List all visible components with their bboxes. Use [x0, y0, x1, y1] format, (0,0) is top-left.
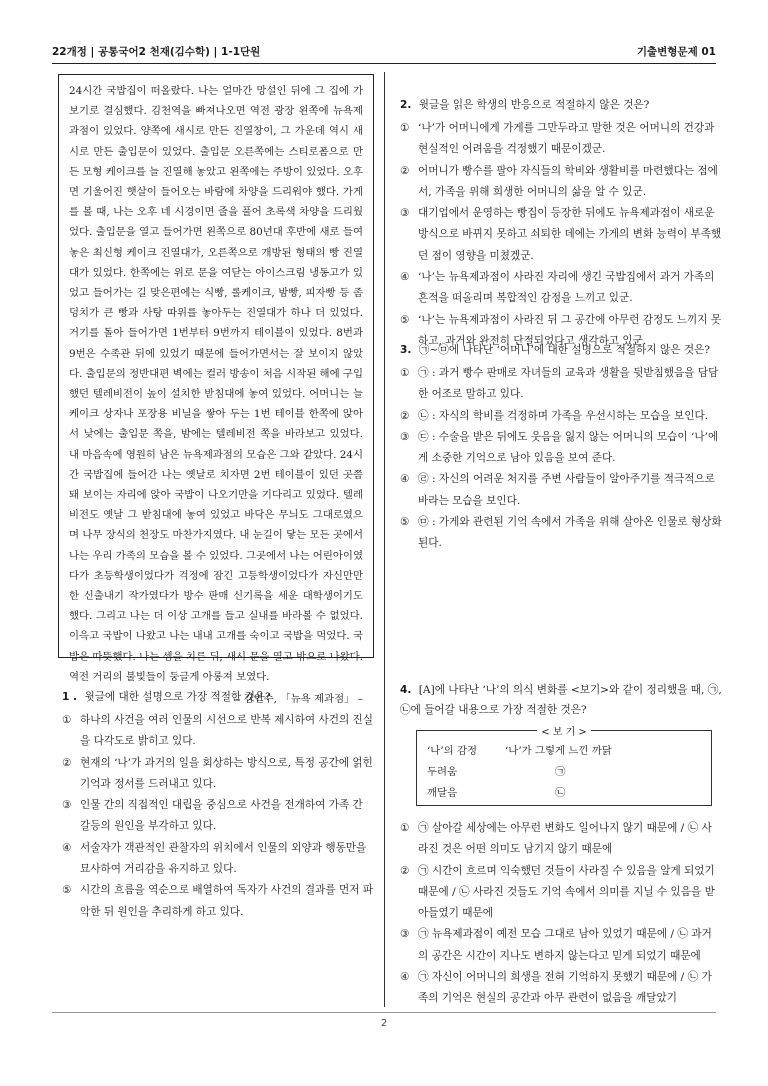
choice-number: ②	[400, 864, 410, 877]
choice-text: 과거의 공간은 시간이 지나도 변하지 않는다고 믿게 되었기 때문에	[418, 928, 712, 962]
choice-text: 사라진 것은 어떤 의미도 남기지 않기 때문에	[418, 822, 712, 856]
header-rule	[52, 63, 716, 64]
footer-rule	[52, 1012, 716, 1013]
choice-mark: ㉡	[459, 885, 470, 898]
choice-text: 시간의 흐름을 역순으로 배열하여 독자가 사건의 결과를 먼저 파악한 뒤 원인을 추리하게 하고 있다.	[80, 884, 374, 918]
header-course-info: 22개정 | 공통국어2 천재(김수학) | 1-1단원	[52, 46, 261, 58]
choice-number: ④	[62, 841, 72, 854]
choice-number: ②	[400, 409, 410, 422]
question-4	[400, 680, 722, 1010]
bogi-row	[427, 783, 701, 804]
choice-mark: ㉠	[418, 822, 429, 834]
bogi-header-row	[427, 741, 701, 762]
choice-text: 인물 간의 직접적인 대립을 중심으로 사건을 전개하여 가족 간 갈등의 원인을 부각하고 있다.	[80, 799, 363, 833]
choice-text: 사라진 것들도 기억 속에서 의미를 지닐 수 있음을 받아들였기 때문에	[418, 885, 715, 920]
bogi-feeling: 깨달음	[427, 787, 458, 799]
passage-text: 24시간 국밥집이 떠올랐다. 나는 얼마간 망설인 뒤에 그 집에 가보기로 결심했다. 김천역을 빠져나오면 역전 광장 왼쪽에 뉴욕제과점이 있었다. 양쪽에 새시로 만든 진열창이, 그 가운데 역시 새시로 만든 출입문이 있었다. 출입문 오른쪽에는 스티로폼으로 만든 모형 케이크를 늘 진열해 놓았고 왼쪽에는 주방이 있었다. 오후면 기울어진 햇살이 들어오는 바람에 차양을 드리워야 했다. 가게를 볼 때, 나는 오후 네 시경이면 줄을 풀어 초록색 차양을 드리웠었다. 출입문을 열고 들어가면 왼쪽으로 80년대 후반에 새로 들여놓은 최신형 케이크 진열대가, 오른쪽으로 개방된 형태의 빵 진열대가 있었다. 한쪽에는 위로 문을 여닫는 아이스크림 냉동고가 있었고 들어가는 길 맞은편에는 식빵, 롤케이크, 밤빵, 피자빵 등 좀 덩치가 큰 빵과 사탕 따위를 놓아두는 진열대가 하나 더 있었다. 거기를 돌아 들어가면 1번부터 9번까지 테이블이 있었다. 8번과 9번은 수족관 뒤에 있었기 때문에 들어가면서는 잘 보이지 않았다. 출입문의 정반대편 벽에는 컬러 방송이 처음 시작된 해에 구입했던 텔레비전이 높이 설치한 받침대에 놓여 있었다. 어머니는 늘 케이크 상자나 포장용 비닐을 쌓아 두는 1번 테이블 한쪽에 앉아서 낮에는 출입문 쪽을, 밤에는 텔레비전 쪽을 바라보고 있었다. 내 마음속에 영원히 남은 뉴욕제과점의 모습은 그와 같았다. 24시간 국밥집에 들어간 나는 옛날로 치자면 2번 테이블이 있던 곳쯤 돼 보이는 자리에 앉아 국밥이 나오기만을 기다리고 있었다. 텔레비전도 옛날 그 받침대에 놓여 있었고 바닥은 무늬도 그대로였으며 나무 장식의 천장도 마찬가지였다. 내 눈길이 닿는 모든 곳에서 나는 우리 가족의 모습을 볼 수 있었다. 그곳에서 나는 어린아이였다가 초등학생이었다가 걱정에 잠긴 고등학생이었다가 자신만만한 신출내기 작가였다가 방수 판매 신기록을 세운 대학생이기도 했다. 그리고 나는 더 이상 고개를 들고 실내를 바라볼 수 없었다. 이윽고 국밥이 나왔고 나는 내내 고개를 숙이고 국밥을 먹었다. 국밥은 따뜻했다. 나는 셈을 치른 뒤, 새시 문을 열고 밖으로 나왔다. 역전 거리의 불빛들이 둥글게 아롱져 보였다.	[69, 85, 363, 683]
bogi-title: < 보 기 >	[417, 723, 711, 738]
choice-text: 어머니가 빵수를 팔아 자식들의 학비와 생활비를 마련했다는 점에서, 가족을 위해 희생한 어머니의 삶을 알 수 있군.	[418, 164, 718, 198]
choice-1[interactable]	[400, 363, 722, 406]
choice-2[interactable]	[400, 406, 722, 427]
choice-number: ①	[62, 714, 72, 726]
bogi-col2-header: ‘나’가 그렇게 느낀 까닭	[505, 745, 612, 757]
choice-mark: ㉡	[687, 971, 699, 984]
choice-text: 뉴욕제과점이 예전 모습 그대로 남아 있었기 때문에 /	[431, 928, 675, 941]
question-1	[62, 688, 374, 923]
choice-mark: ㉡	[687, 822, 699, 834]
choice-number: ①	[400, 122, 410, 134]
choice-number: ⑤	[400, 516, 410, 529]
choice-mark: ㉡	[677, 928, 688, 941]
bogi-blank-mark: ㉠	[555, 766, 566, 778]
bogi-feeling: 두려움	[427, 766, 458, 778]
choice-4[interactable]	[400, 469, 722, 512]
choice-mark: ㉤	[418, 516, 429, 529]
question-number: 3.	[400, 344, 412, 356]
choice-number: ③	[62, 799, 72, 812]
page-header	[52, 44, 716, 62]
choice-3[interactable]	[400, 427, 722, 470]
passage-source: – 김연수, 「뉴욕 제과점」 –	[235, 693, 363, 706]
choice-number: ③	[400, 928, 410, 941]
choice-number: ①	[400, 822, 410, 834]
choice-4[interactable]	[400, 267, 722, 310]
choice-text: 살아갈 세상에는 아무런 변화도 일어나지 않기 때문에 /	[431, 822, 685, 834]
column-divider	[384, 72, 385, 1007]
choice-1[interactable]	[400, 118, 722, 161]
bogi-box	[416, 727, 712, 806]
choice-5[interactable]	[62, 880, 374, 923]
question-stem	[400, 341, 722, 359]
bogi-col1-header: ‘나’의 감정	[427, 745, 478, 757]
choice-1[interactable]	[62, 710, 374, 753]
choice-number: ④	[400, 271, 410, 284]
choice-text: ‘나’가 어머니에게 가게를 그만두라고 말한 것은 어머니의 건강과 현실적인 어려움을 걱정했기 때문이겠군.	[418, 122, 715, 156]
choice-text: : 자신의 어려운 처지를 주변 사람들이 알아주기를 적극적으로 바라는 모습을 보인다.	[418, 473, 715, 507]
choice-number: ③	[400, 430, 410, 443]
choice-number: ③	[400, 207, 410, 220]
choice-text: 자신이 어머니의 희생을 전혀 기억하지 못했기 때문에 /	[431, 971, 685, 984]
choice-mark: ㉡	[418, 409, 429, 422]
bogi-row	[427, 762, 701, 783]
choice-text: ‘나’는 뉴욕제과점이 사라진 자리에 생긴 국밥집에서 과거 가족의 흔적을 떠올리며 복합적인 감정을 느끼고 있군.	[418, 271, 715, 305]
choice-number: ④	[400, 473, 410, 486]
question-number: 4.	[400, 684, 412, 696]
choice-text: : 가게와 관련된 기억 속에서 가족을 위해 살아온 인물로 형상화된다.	[418, 516, 722, 550]
bogi-blank-mark: ㉡	[555, 787, 566, 799]
header-exam-title: 기출변형문제 01	[636, 46, 716, 58]
question-number: 2.	[400, 99, 412, 111]
choice-2[interactable]	[400, 861, 722, 925]
choice-text: ‘나’는 뉴욕제과점이 사라진 뒤 그 공간에 아무런 감정도 느끼지 못하고, 과거와 완전히 단절되었다고 생각하고 있군.	[418, 313, 722, 347]
question-text: ㉠~㉤에 나타난 ‘어머니’에 대한 설명으로 적절하지 않은 것은?	[418, 344, 710, 356]
choice-4[interactable]	[62, 838, 374, 881]
question-text: 윗글에 대한 설명으로 가장 적절한 것은?	[84, 691, 271, 703]
choice-mark: ㉠	[418, 971, 429, 984]
choice-number: ②	[400, 164, 410, 177]
page-number: 2	[380, 1018, 388, 1029]
choice-3[interactable]	[400, 924, 722, 967]
choice-text: 현재의 ‘나’가 과거의 일을 회상하는 방식으로, 특정 공간에 얽힌 기억과 정서를 드러내고 있다.	[80, 756, 373, 790]
question-text: 윗글을 읽은 학생의 반응으로 적절하지 않은 것은?	[418, 99, 650, 111]
choice-text: 하나의 사건을 여러 인물의 시선으로 반복 제시하여 사건의 진실을 다각도로 밝히고 있다.	[80, 714, 374, 748]
choice-3[interactable]	[62, 795, 374, 838]
choice-number: ④	[400, 971, 410, 984]
question-3	[400, 341, 722, 555]
question-number: 1 .	[62, 691, 78, 703]
choice-number: ⑤	[62, 884, 72, 897]
question-text: [A]에 나타난 ‘나’의 의식 변화를 <보기>와 같이 정리했을 때, ㉠, ㉡에 들어갈 내용으로 가장 적절한 것은?	[400, 684, 722, 716]
choice-number: ①	[400, 367, 410, 379]
choice-text: 서술자가 객관적인 관찰자의 위치에서 인물의 외양과 행동만을 묘사하여 거리감을 유지하고 있다.	[80, 841, 367, 876]
choice-mark: ㉠	[418, 864, 429, 877]
choice-mark: ㉢	[418, 430, 429, 443]
choice-text: : 자식의 학비를 걱정하며 가족을 우선시하는 모습을 보인다.	[431, 409, 709, 422]
choice-mark: ㉣	[418, 473, 429, 486]
choice-number: ②	[62, 756, 72, 769]
choice-4[interactable]	[400, 967, 722, 1010]
choice-text: : 수술을 받은 뒤에도 웃음을 잃지 않는 어머니의 모습이 ‘나’에게 소중한 기억으로 남아 있음을 보여 준다.	[418, 430, 719, 465]
question-2	[400, 96, 722, 352]
choice-2[interactable]	[62, 753, 374, 796]
choice-5[interactable]	[400, 512, 722, 555]
choice-text: 시간이 흐르며 익숙했던 것들이 사라질 수 있음을 알게 되었기 때문에 /	[418, 864, 715, 898]
choice-text: 대기업에서 운영하는 빵집이 등장한 뒤에도 뉴욕제과점이 새로운 방식으로 바뀌지 못하고 쇠퇴한 데에는 가게의 변화 능력이 부족했던 점이 영향을 미쳤겠군.	[418, 207, 722, 262]
choice-mark: ㉠	[418, 367, 429, 379]
choice-text: 가족의 기억은 현실의 공간과 아무 관련이 없음을 깨달았기	[418, 971, 712, 1005]
choice-mark: ㉠	[418, 928, 429, 941]
choice-3[interactable]	[400, 203, 722, 267]
choice-1[interactable]	[400, 818, 722, 861]
choice-number: ⑤	[400, 313, 410, 326]
question-stem	[62, 688, 374, 706]
choice-2[interactable]	[400, 161, 722, 204]
question-stem	[400, 680, 722, 720]
choice-text: : 과거 빵수 판매로 자녀들의 교육과 생활을 뒷받침했음을 담담한 어조로 말하고 있다.	[418, 367, 719, 401]
question-stem	[400, 96, 722, 114]
